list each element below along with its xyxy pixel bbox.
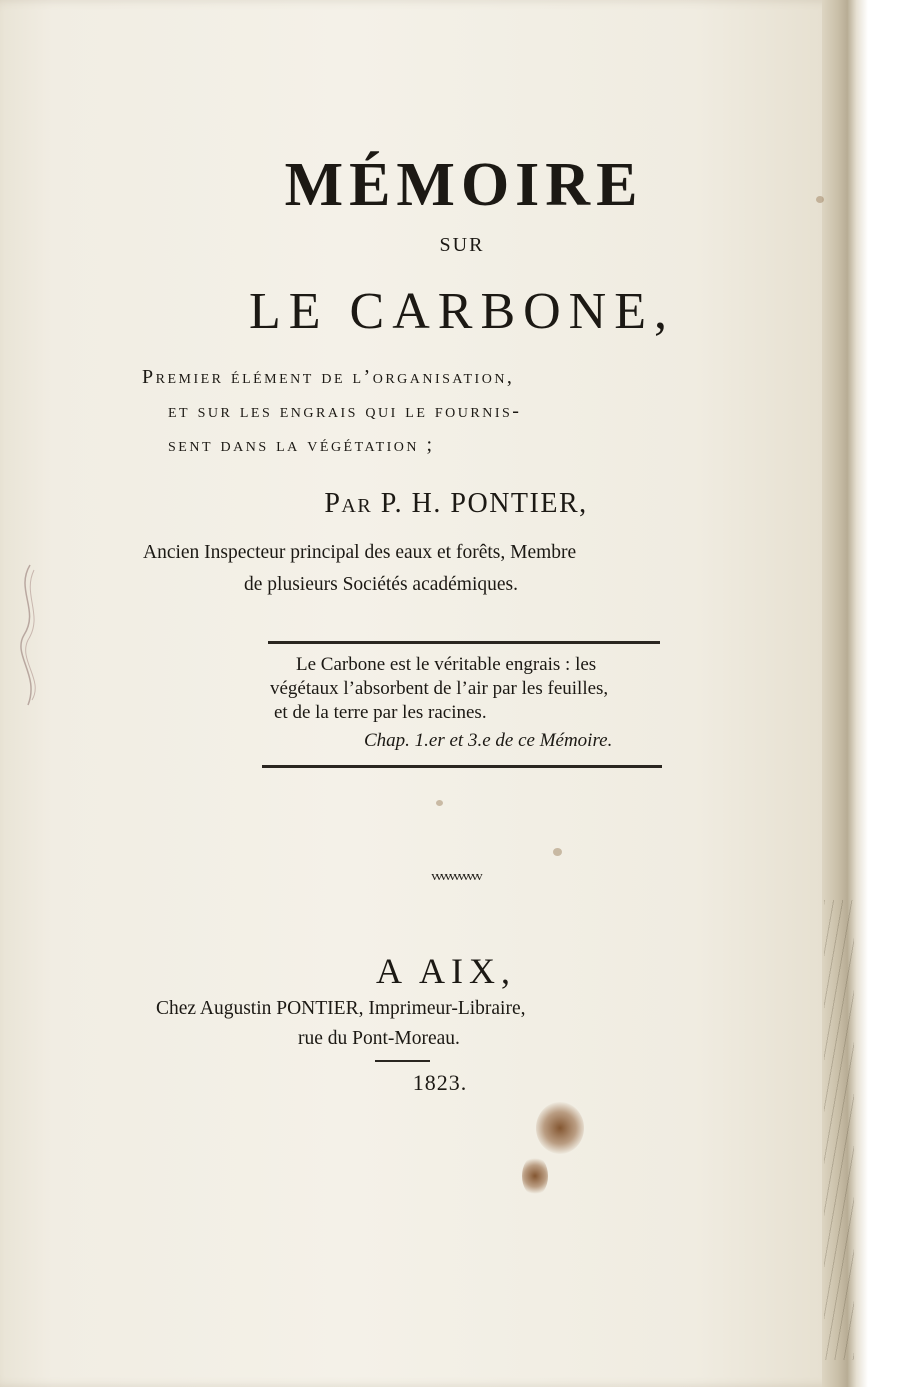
imprint-year: 1823.	[412, 1070, 468, 1095]
typographic-ornament: ᵥᵥᵥᵥᵥᵥᵥᵥᵥᵥᵥ	[431, 858, 481, 883]
imprint-street: rue du Pont-Moreau.	[298, 1028, 460, 1049]
imprint-rule	[375, 1060, 430, 1062]
foxing-spot	[436, 800, 443, 806]
epigraph-line: végétaux l’absorbent de l’air par les feuilles,	[270, 678, 609, 699]
subtitle-line: sent dans la végétation ;	[168, 434, 435, 456]
binding-thread	[10, 560, 50, 710]
imprint-printer: Chez Augustin PONTIER, Imprimeur-Libraire,	[156, 998, 526, 1019]
ink-stain	[536, 1102, 584, 1154]
title: MÉMOIRE	[284, 151, 644, 219]
subtitle-line: Premier élément de l’organisation,	[142, 366, 515, 388]
author-description: de plusieurs Sociétés académiques.	[244, 574, 518, 595]
title-conjunction: SUR	[439, 234, 485, 256]
epigraph-line: et de la terre par les racines.	[274, 702, 487, 723]
foxing-spot	[553, 848, 562, 856]
epigraph-rule-bottom	[262, 765, 662, 768]
epigraph-line: Le Carbone est le véritable engrais : les	[296, 654, 597, 675]
subtitle-line: et sur les engrais qui le fournis-	[168, 400, 522, 422]
ink-stain	[522, 1156, 548, 1196]
subject-title: LE CARBONE,	[249, 283, 675, 340]
epigraph-citation: Chap. 1.er et 3.e de ce Mémoire.	[364, 730, 613, 751]
author: Par P. H. PONTIER,	[324, 488, 588, 519]
imprint-city: A AIX,	[375, 951, 516, 991]
author-description: Ancien Inspecteur principal des eaux et forêts, Membre	[143, 542, 577, 563]
epigraph-rule-top	[268, 641, 660, 644]
